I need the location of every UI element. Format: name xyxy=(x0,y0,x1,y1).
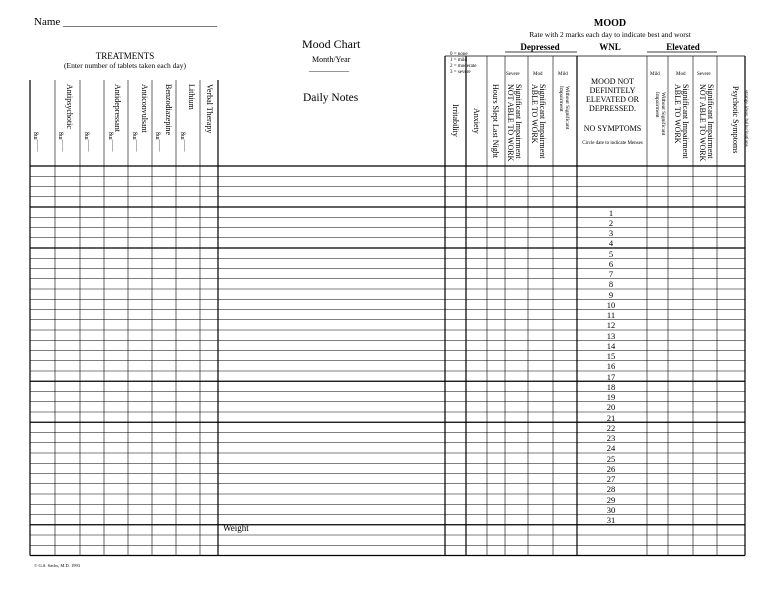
day-number[interactable]: 1 xyxy=(608,207,614,218)
month-year-line[interactable]: __________ xyxy=(309,64,349,73)
mood-title: MOOD xyxy=(593,18,627,29)
treatment-label-lithium: Lithium xyxy=(187,84,196,110)
day-number[interactable]: 24 xyxy=(606,443,616,454)
day-number[interactable]: 8 xyxy=(608,279,614,290)
treatment-label-verbal-therapy: Verbal Therapy xyxy=(205,84,214,134)
mg-blank[interactable]: ____mg xyxy=(155,132,161,152)
day-number[interactable]: 27 xyxy=(606,474,616,484)
depressed-mod-desc: Significant Impairment ABLE TO WORK xyxy=(530,84,547,159)
depressed-mod-level: Mod xyxy=(533,72,543,77)
day-number[interactable]: 11 xyxy=(606,310,616,320)
chart-title: Mood Chart xyxy=(302,37,361,51)
mg-blank[interactable]: ____mg xyxy=(108,132,114,152)
day-number[interactable]: 28 xyxy=(606,484,616,495)
day-number[interactable]: 15 xyxy=(606,351,616,361)
elevated-mod-desc: Significant Impairment ABLE TO WORK xyxy=(673,84,690,159)
treatments-subtitle: (Enter number of tablets taken each day) xyxy=(63,61,187,70)
day-number[interactable]: 3 xyxy=(608,228,614,238)
day-number[interactable]: 23 xyxy=(606,433,616,443)
mg-blank[interactable]: ____mg xyxy=(132,132,138,152)
day-number[interactable]: 21 xyxy=(606,412,616,423)
elevated-mild-level: Mild xyxy=(650,72,660,77)
day-number[interactable]: 25 xyxy=(606,453,616,464)
day-number[interactable]: 4 xyxy=(608,238,614,249)
scale-line: 0 = none xyxy=(450,52,468,57)
day-number[interactable]: 5 xyxy=(608,248,614,259)
depressed-severe-desc: Significant Impairment NOT ABLE TO WORK xyxy=(506,84,523,162)
elevated-severe-level: Severe xyxy=(697,72,711,77)
wnl-label: WNL xyxy=(599,42,621,52)
symptom-label-anxiety: Anxiety xyxy=(472,108,481,134)
mg-blank[interactable]: ____mg xyxy=(33,132,39,152)
symptom-label-hours-slept: Hours Slept Last Night xyxy=(491,84,500,158)
depressed-mild-desc: Without Significant Impairment xyxy=(558,86,570,130)
mood-subtitle: Rate with 2 marks each day to indicate best and worst xyxy=(529,30,691,39)
severity-scale xyxy=(450,52,476,76)
day-number[interactable]: 13 xyxy=(606,330,616,341)
elevated-label: Elevated xyxy=(666,42,700,52)
day-number[interactable]: 9 xyxy=(608,289,614,300)
day-number[interactable]: 10 xyxy=(606,299,616,310)
elevated-mild-desc: Without Significant Impairment xyxy=(654,92,666,136)
day-number[interactable]: 19 xyxy=(606,392,616,402)
wnl-circle-note: Circle date to indicate Menses xyxy=(582,141,643,146)
treatment-label-benzodiazepine: Benzodiazepine xyxy=(164,84,173,136)
month-year-label: Month/Year xyxy=(312,55,351,64)
day-number[interactable]: 22 xyxy=(606,422,616,433)
name-field[interactable] xyxy=(34,16,217,28)
treatment-label-antipsychotic: Antipsychotic xyxy=(65,84,74,129)
day-number[interactable]: 29 xyxy=(606,494,616,505)
scale-line: 1 = mild xyxy=(450,58,467,63)
mg-blank[interactable]: ____mg xyxy=(58,132,64,152)
name-line: ____________________________ xyxy=(63,16,218,28)
psychotic-label: Psychotic Symptoms xyxy=(731,86,740,154)
treatment-label-antidepressant: Antidepressant xyxy=(113,84,122,132)
wnl-main-text: MOOD NOT DEFINITELY ELEVATED OR DEPRESSED. xyxy=(586,77,639,113)
symptom-label-irritability: Irritability xyxy=(451,104,460,137)
mg-blank[interactable]: ____mg xyxy=(180,132,186,152)
day-number[interactable]: 18 xyxy=(606,381,616,392)
day-number[interactable]: 20 xyxy=(606,402,616,413)
scale-line: 2 = moderate xyxy=(450,64,477,69)
day-number[interactable]: 26 xyxy=(606,463,616,474)
elevated-severe-desc: Significant Impairment NOT ABLE TO WORK xyxy=(698,84,715,162)
depressed-label: Depressed xyxy=(520,42,560,52)
footer-copyright: © G.S. Sachs, M.D. 1993 xyxy=(34,563,81,568)
depressed-mild-level: Mild xyxy=(558,72,568,77)
scale-line: 3 = severe xyxy=(450,70,471,75)
mg-blank[interactable]: ____mg xyxy=(84,132,90,152)
day-number[interactable]: 14 xyxy=(606,340,616,351)
daily-notes-label: Daily Notes xyxy=(303,92,359,104)
psychotic-sublabel: strange ideas, hallucinations xyxy=(743,90,748,147)
day-number[interactable]: 30 xyxy=(606,504,616,515)
day-number[interactable]: 17 xyxy=(606,371,616,382)
depressed-severe-level: Severe xyxy=(506,72,520,77)
name-label: Name xyxy=(34,16,61,28)
elevated-mod-level: Mod xyxy=(676,72,686,77)
wnl-no-symptoms: NO SYMPTOMS xyxy=(583,124,642,133)
day-number[interactable]: 12 xyxy=(606,320,616,331)
day-number[interactable]: 31 xyxy=(606,515,616,525)
day-number[interactable]: 6 xyxy=(608,258,614,269)
day-number[interactable]: 7 xyxy=(608,269,614,279)
day-number[interactable]: 2 xyxy=(608,217,614,228)
weight-label: Weight xyxy=(223,523,249,533)
treatment-label-anticonvulsant: Anticonvulsant xyxy=(140,84,149,133)
day-number[interactable]: 16 xyxy=(606,361,616,372)
treatments-title: TREATMENTS xyxy=(95,51,155,61)
